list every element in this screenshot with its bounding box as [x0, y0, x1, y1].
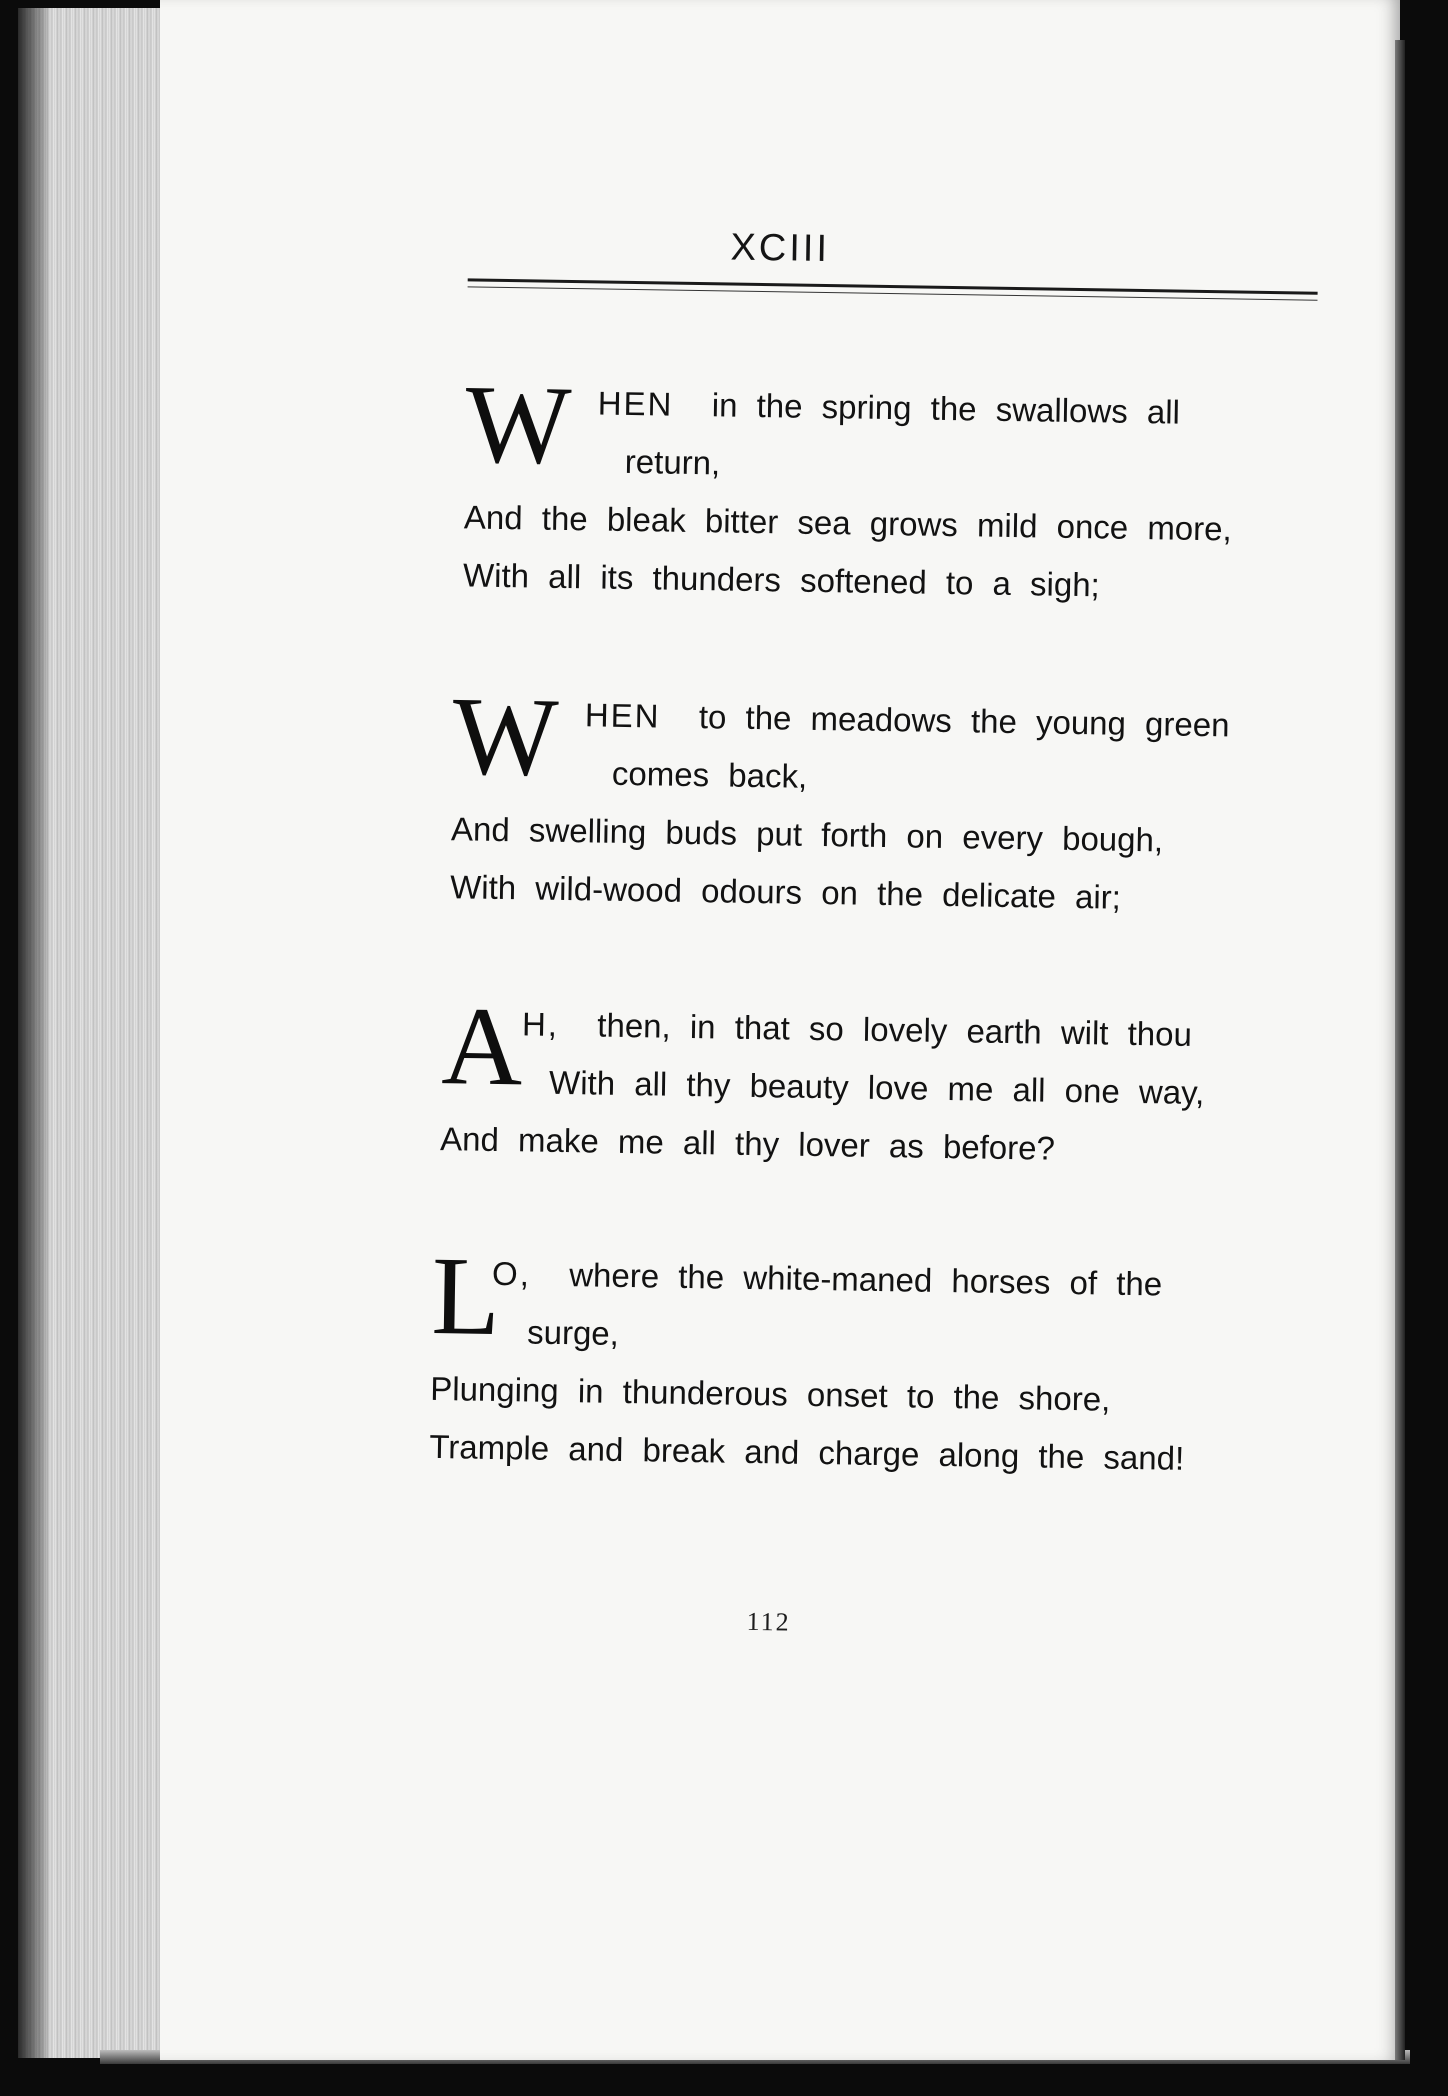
first-line-text: to the meadows the young green	[698, 698, 1230, 744]
continuation-line: return,	[624, 442, 721, 482]
verse-line: And make me all thy lover as before?	[439, 1120, 1056, 1167]
continuation-line: surge,	[526, 1313, 620, 1352]
first-line	[522, 995, 1193, 1064]
first-line	[584, 686, 1230, 754]
first-word-caps: HEN	[584, 696, 661, 735]
first-word-caps: HEN	[597, 384, 674, 423]
stanza-4	[429, 1233, 1293, 1489]
page-right-shadow	[1395, 40, 1405, 2060]
first-line-text: in the spring the swallows all	[711, 386, 1181, 431]
stanza-opening	[430, 1233, 1293, 1373]
heading-rule-thin	[468, 286, 1318, 300]
book-page	[160, 0, 1400, 2060]
page-edges	[18, 8, 168, 2058]
poem-number-heading: XCIII	[730, 226, 831, 271]
verse-line: With wild-wood odours on the delicate air;	[449, 868, 1122, 916]
verse-line: Trample and break and charge along the sand!	[429, 1427, 1185, 1477]
verse-line: Plunging in thunderous onset to the shore,	[429, 1369, 1111, 1418]
first-line	[492, 1245, 1163, 1314]
continuation-line: With all thy beauty love me all one way,	[548, 1063, 1205, 1112]
verse-line: And the bleak bitter sea grows mild once more,	[463, 498, 1233, 548]
first-word-caps: H,	[521, 1005, 560, 1043]
first-line-text: then, in that so lovely earth wilt thou	[597, 1006, 1193, 1053]
drop-cap: A	[440, 984, 524, 1110]
stanza-opening	[464, 362, 1326, 501]
verse-line: And swelling buds put forth on every bough,	[450, 810, 1164, 859]
drop-cap: L	[430, 1233, 502, 1360]
first-word-caps: O,	[491, 1254, 532, 1293]
first-line-text: where the white-maned horses of the	[568, 1256, 1163, 1303]
drop-cap: W	[464, 362, 573, 489]
stanza-opening	[440, 984, 1303, 1123]
drop-cap: W	[451, 674, 560, 800]
first-line	[597, 374, 1180, 441]
stanza-opening	[451, 674, 1314, 813]
stanza-3	[439, 984, 1303, 1181]
stanza-2	[449, 674, 1314, 929]
verse-line: With all its thunders softened to a sigh;	[462, 556, 1101, 604]
page-content	[142, 0, 1414, 2069]
page-number: 112	[746, 1606, 791, 1637]
stanza-1	[462, 362, 1327, 617]
continuation-line: comes back,	[611, 754, 808, 795]
